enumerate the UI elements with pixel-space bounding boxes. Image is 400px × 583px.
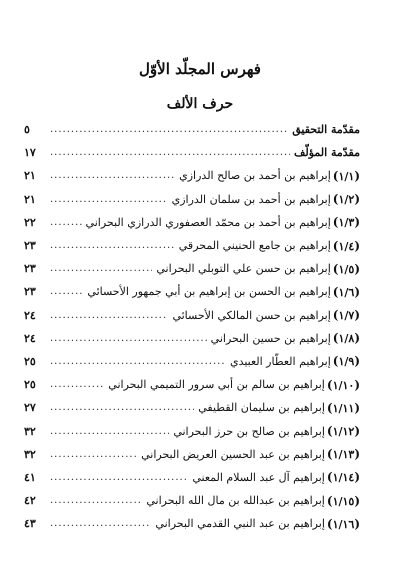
page-number: ٤١ — [24, 470, 36, 484]
toc-row — [24, 164, 360, 187]
entry-title: إبراهيم بن عبدالله بن مال الله البحراني — [146, 494, 325, 508]
page-number: ٢١ — [24, 169, 36, 183]
entry-title: إبراهيم بن صالح بن حرز البحراني — [173, 424, 325, 438]
toc-row — [24, 141, 360, 164]
entry-title: إبراهيم بن الحسن بن إبراهيم بن أبي جمهور الأحسائي — [87, 285, 331, 299]
page-number: ٢٤ — [24, 331, 36, 345]
page-number: ١٧ — [24, 146, 36, 160]
entry-number: (١/١٥) — [326, 493, 360, 508]
entry-number: (١/٤) — [332, 238, 360, 253]
leader-dots — [50, 310, 168, 321]
toc-row — [24, 188, 360, 211]
leader-dots — [50, 124, 288, 135]
entry-title: مقدّمة التحقيق — [292, 123, 360, 137]
page-number: ٢٤ — [24, 308, 36, 322]
entry-title: مقدّمة المؤلّف — [293, 146, 360, 160]
toc-row — [24, 396, 360, 419]
toc-row — [24, 466, 360, 489]
entry-title: إبراهيم بن عبد الحسين العريض البحراني — [141, 447, 325, 461]
leader-dots — [50, 263, 152, 274]
entry-title: إبراهيم بن أحمد بن صالح الدرازي — [179, 169, 331, 183]
page-number: ٢٣ — [24, 262, 36, 276]
page-number: ٢٣ — [24, 285, 36, 299]
leader-dots — [50, 333, 207, 344]
toc-row — [24, 350, 360, 373]
section-heading: حرف الألف — [166, 96, 234, 112]
page-number: ٢٥ — [24, 354, 36, 368]
toc-row — [24, 304, 360, 327]
leader-dots — [50, 379, 104, 390]
entry-number: (١/١١) — [326, 400, 360, 415]
entry-number: (١/٦) — [332, 284, 360, 299]
toc-row — [24, 419, 360, 442]
entry-title: إبراهيم بن أحمد بن سلمان الدرازي — [171, 192, 331, 206]
entry-title: إبراهيم بن عبد النبي القدمي البحراني — [155, 517, 325, 531]
leader-dots — [50, 472, 188, 483]
entry-number: (١/٣) — [332, 215, 360, 230]
leader-dots — [50, 495, 142, 506]
entry-number: (١/٨) — [332, 331, 360, 346]
page-number: ٢٢ — [24, 215, 36, 229]
toc-row — [24, 280, 360, 303]
entry-title: إبراهيم بن أحمد بن محمّد العصفوري الدرازي البحراني — [85, 215, 331, 229]
leader-dots — [50, 356, 226, 367]
entry-title: إبراهيم بن حسن علي التوبلي البحراني — [156, 262, 331, 276]
entry-title: إبراهيم بن حسين البحراني — [210, 331, 331, 345]
toc-row — [24, 373, 360, 396]
leader-dots — [50, 194, 168, 205]
leader-dots — [50, 240, 175, 251]
page-number: ٥ — [24, 123, 30, 137]
page-number: ٤٣ — [24, 517, 36, 531]
entry-number: (١/٢) — [332, 192, 360, 207]
page-number: ٢٥ — [24, 378, 36, 392]
entry-title: إبراهيم العطّار العبيدي — [229, 354, 331, 368]
entry-title: إبراهيم بن جامع الحنيني المحرقي — [178, 239, 331, 253]
leader-dots — [50, 170, 175, 181]
entry-number: (١/١٣) — [326, 447, 360, 462]
leader-dots — [50, 147, 290, 158]
toc-row — [24, 118, 360, 141]
table-of-contents — [24, 118, 360, 535]
toc-row — [24, 211, 360, 234]
page-number: ٤٢ — [24, 494, 36, 508]
entry-number: (١/١٠) — [326, 377, 360, 392]
page-number: ٣٢ — [24, 447, 36, 461]
entry-number: (١/١٤) — [326, 470, 360, 485]
leader-dots — [50, 426, 169, 437]
entry-number: (١/١) — [332, 168, 360, 183]
toc-row — [24, 257, 360, 280]
entry-number: (١/٩) — [332, 354, 360, 369]
entry-title: إبراهيم بن سليمان القطيفي — [198, 401, 325, 415]
leader-dots — [50, 286, 83, 297]
entry-number: (١/٧) — [332, 308, 360, 323]
entry-number: (١/٥) — [332, 261, 360, 276]
toc-row — [24, 327, 360, 350]
toc-row — [24, 443, 360, 466]
page-number: ٢٧ — [24, 401, 36, 415]
leader-dots — [50, 402, 194, 413]
leader-dots — [50, 518, 151, 529]
toc-row — [24, 512, 360, 535]
index-title: فهرس المجلّد الأوّل — [139, 60, 261, 78]
page-number: ٢٣ — [24, 239, 36, 253]
page-number: ٣٢ — [24, 424, 36, 438]
leader-dots — [50, 449, 137, 460]
toc-row — [24, 489, 360, 512]
entry-number: (١/١٦) — [326, 516, 360, 531]
leader-dots — [50, 217, 82, 228]
toc-row — [24, 234, 360, 257]
entry-title: إبراهيم بن سالم بن أبي سرور التميمي البحراني — [108, 378, 325, 392]
entry-title: إبراهيم بن حسن المالكي الأحسائي — [172, 308, 331, 322]
entry-number: (١/١٢) — [326, 424, 360, 439]
page-number: ٢١ — [24, 192, 36, 206]
entry-title: إبراهيم آل عبد السلام المعني — [192, 470, 325, 484]
